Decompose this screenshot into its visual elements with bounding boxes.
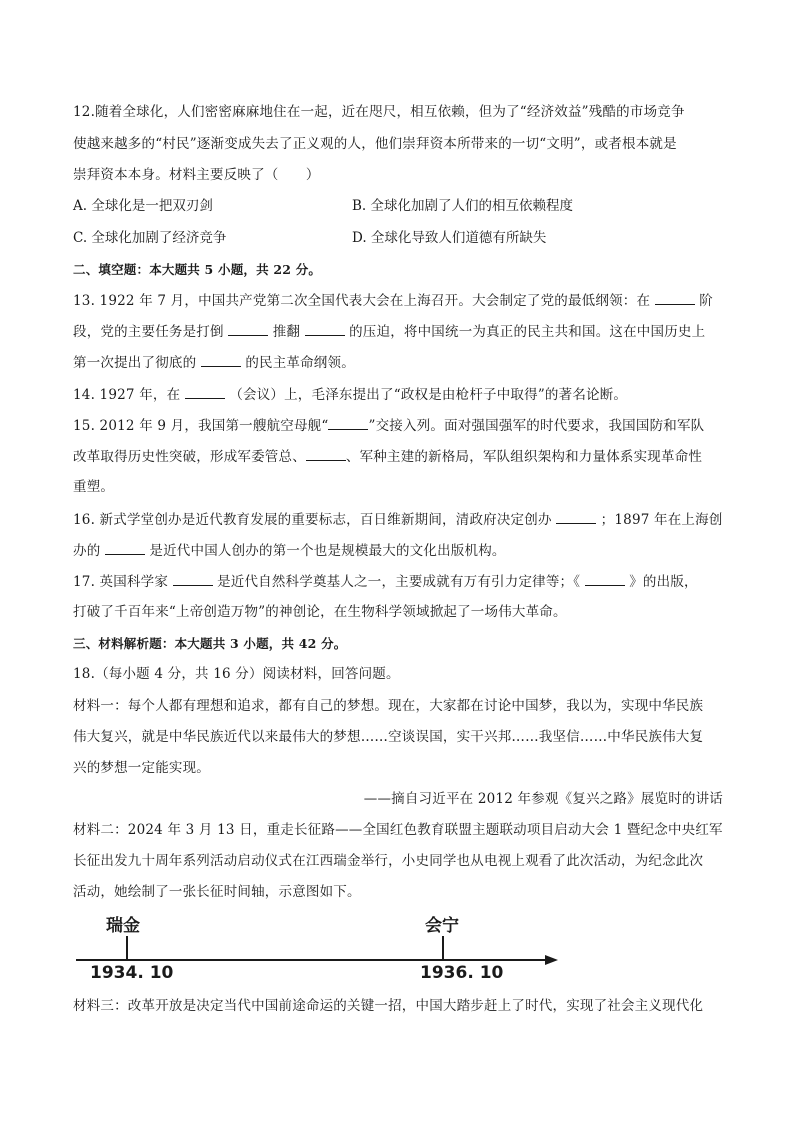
q16-text: 16. 新式学堂创办是近代教育发展的重要标志，百日维新期间，清政府决定创办 [73, 512, 552, 528]
q13-text: 的压迫，将中国统一为真正的民主共和国。这在中国历史上 [349, 324, 706, 340]
q15-text: 、军种主建的新格局，军队组织架构和力量体系实现革命性 [345, 449, 703, 465]
timeline-end-date: 1936. 10 [420, 963, 504, 983]
q16-line-2 [73, 540, 723, 561]
q18-material-1-line-3: 兴的梦想一定能实现。 [73, 760, 210, 776]
q13-line-1 [73, 290, 723, 311]
section-2-heading: 二、填空题：本大题共 5 小题，共 22 分。 [73, 262, 322, 277]
q13-text: 的民主革命纲领。 [245, 355, 355, 371]
q16-line-1 [73, 509, 723, 530]
q12-line-1: 12.随着全球化，人们密密麻麻地住在一起，近在咫尺，相互依赖，但为了“经济效益”残酷的市场竞争 [73, 104, 685, 120]
q13-text: 第一次提出了彻底的 [73, 355, 197, 371]
q15-text: ”交接入列。面对强国强军的时代要求，我国国防和军队 [368, 418, 705, 434]
q18-material-3-line-1: 材料三：改革开放是决定当代中国前途命运的关键一招，中国大踏步赶上了时代，实现了社会主义现代化 [73, 998, 704, 1014]
section-3-heading: 三、材料解析题：本大题共 3 小题，共 42 分。 [73, 636, 347, 651]
q13-text: 阶 [699, 293, 713, 309]
q17-line-1 [73, 571, 723, 592]
answer-blank[interactable] [173, 571, 213, 586]
q18-material-1-line-2: 伟大复兴，就是中华民族近代以来最伟大的梦想……空谈误国，实干兴邦……我坚信……中华民族伟大复 [73, 729, 704, 745]
q18-material-1-line-1: 材料一：每个人都有理想和追求，都有自己的梦想。现在，大家都在讨论中国梦，我以为，实现中华民族 [73, 698, 704, 714]
q13-text: 13. 1922 年 7 月，中国共产党第二次全国代表大会在上海召开。大会制定了党的最低纲领：在 [73, 293, 651, 309]
answer-blank[interactable] [328, 415, 368, 430]
q15-line-1 [73, 415, 723, 436]
answer-blank[interactable] [201, 352, 241, 367]
timeline-start-place: 瑞金 [106, 916, 140, 936]
q17-text: 》的出版， [629, 574, 698, 590]
q12-option-a: A. 全球化是一把双刃剑 [73, 198, 213, 214]
q15-text: 15. 2012 年 9 月，我国第一艘航空母舰“ [73, 418, 329, 434]
q14-text: （会议）上，毛泽东提出了“政权是由枪杆子中取得”的著名论断。 [229, 387, 628, 403]
q16-text: 是近代中国人创办的第一个也是规模最大的文化出版机构。 [149, 543, 506, 559]
q15-line-3: 重塑。 [73, 479, 115, 495]
q12-line-3: 崇拜资本本身。材料主要反映了（ ） [73, 167, 320, 183]
timeline-end-place: 会宁 [425, 916, 459, 936]
q17-text: 是近代自然科学奠基人之一，主要成就有万有引力定律等；《 [217, 574, 581, 590]
q16-text: 办的 [73, 543, 101, 559]
q14-text: 14. 1927 年，在 [73, 387, 181, 403]
answer-blank[interactable] [105, 540, 145, 555]
answer-blank[interactable] [556, 509, 596, 524]
q17-line-2: 打破了千百年来“上帝创造万物”的神创论，在生物科学领域掀起了一场伟大革命。 [73, 604, 567, 620]
answer-blank[interactable] [185, 384, 225, 399]
q13-line-3 [73, 352, 723, 373]
q18-material-1-source: ——摘自习近平在 2012 年参观《复兴之路》展览时的讲话 [363, 791, 723, 807]
q13-line-2 [73, 321, 723, 342]
q12-option-d: D. 全球化导致人们道德有所缺失 [352, 230, 547, 246]
answer-blank[interactable] [585, 571, 625, 586]
q18-material-2-line-3: 活动，她绘制了一张长征时间轴，示意图如下。 [73, 884, 361, 900]
answer-blank[interactable] [655, 290, 695, 305]
q13-text: 推翻 [272, 324, 301, 340]
q13-text: 段，党的主要任务是打倒 [73, 324, 224, 340]
q18-intro: 18.（每小题 4 分，共 16 分）阅读材料，回答问题。 [73, 666, 400, 682]
q15-text: 改革取得历史性突破，形成军委管总、 [73, 449, 306, 465]
answer-blank[interactable] [306, 446, 346, 461]
q18-material-2-line-2: 长征出发九十周年系列活动启动仪式在江西瑞金举行，小史同学也从电视上观看了此次活动，为纪念此次 [73, 853, 704, 869]
q12-option-b: B. 全球化加剧了人们的相互依赖程度 [352, 198, 574, 214]
q14-line [73, 384, 723, 405]
q16-text: ；1897 年在上海创 [600, 512, 723, 528]
timeline-arrow-head [545, 955, 558, 965]
timeline-start-date: 1934. 10 [90, 963, 174, 983]
q12-line-2: 使越来越多的“村民”逐渐变成失去了正义观的人，他们崇拜资本所带来的一切“文明”，或者根本就是 [73, 136, 677, 152]
answer-blank[interactable] [228, 321, 268, 336]
q18-material-2-line-1: 材料二：2024 年 3 月 13 日，重走长征路——全国红色教育联盟主题联动项目启动大会 1 暨纪念中央红军 [73, 822, 723, 838]
q15-line-2 [73, 446, 723, 467]
q12-option-c: C. 全球化加剧了经济竞争 [73, 230, 227, 246]
q17-text: 17. 英国科学家 [73, 574, 169, 590]
answer-blank[interactable] [305, 321, 345, 336]
